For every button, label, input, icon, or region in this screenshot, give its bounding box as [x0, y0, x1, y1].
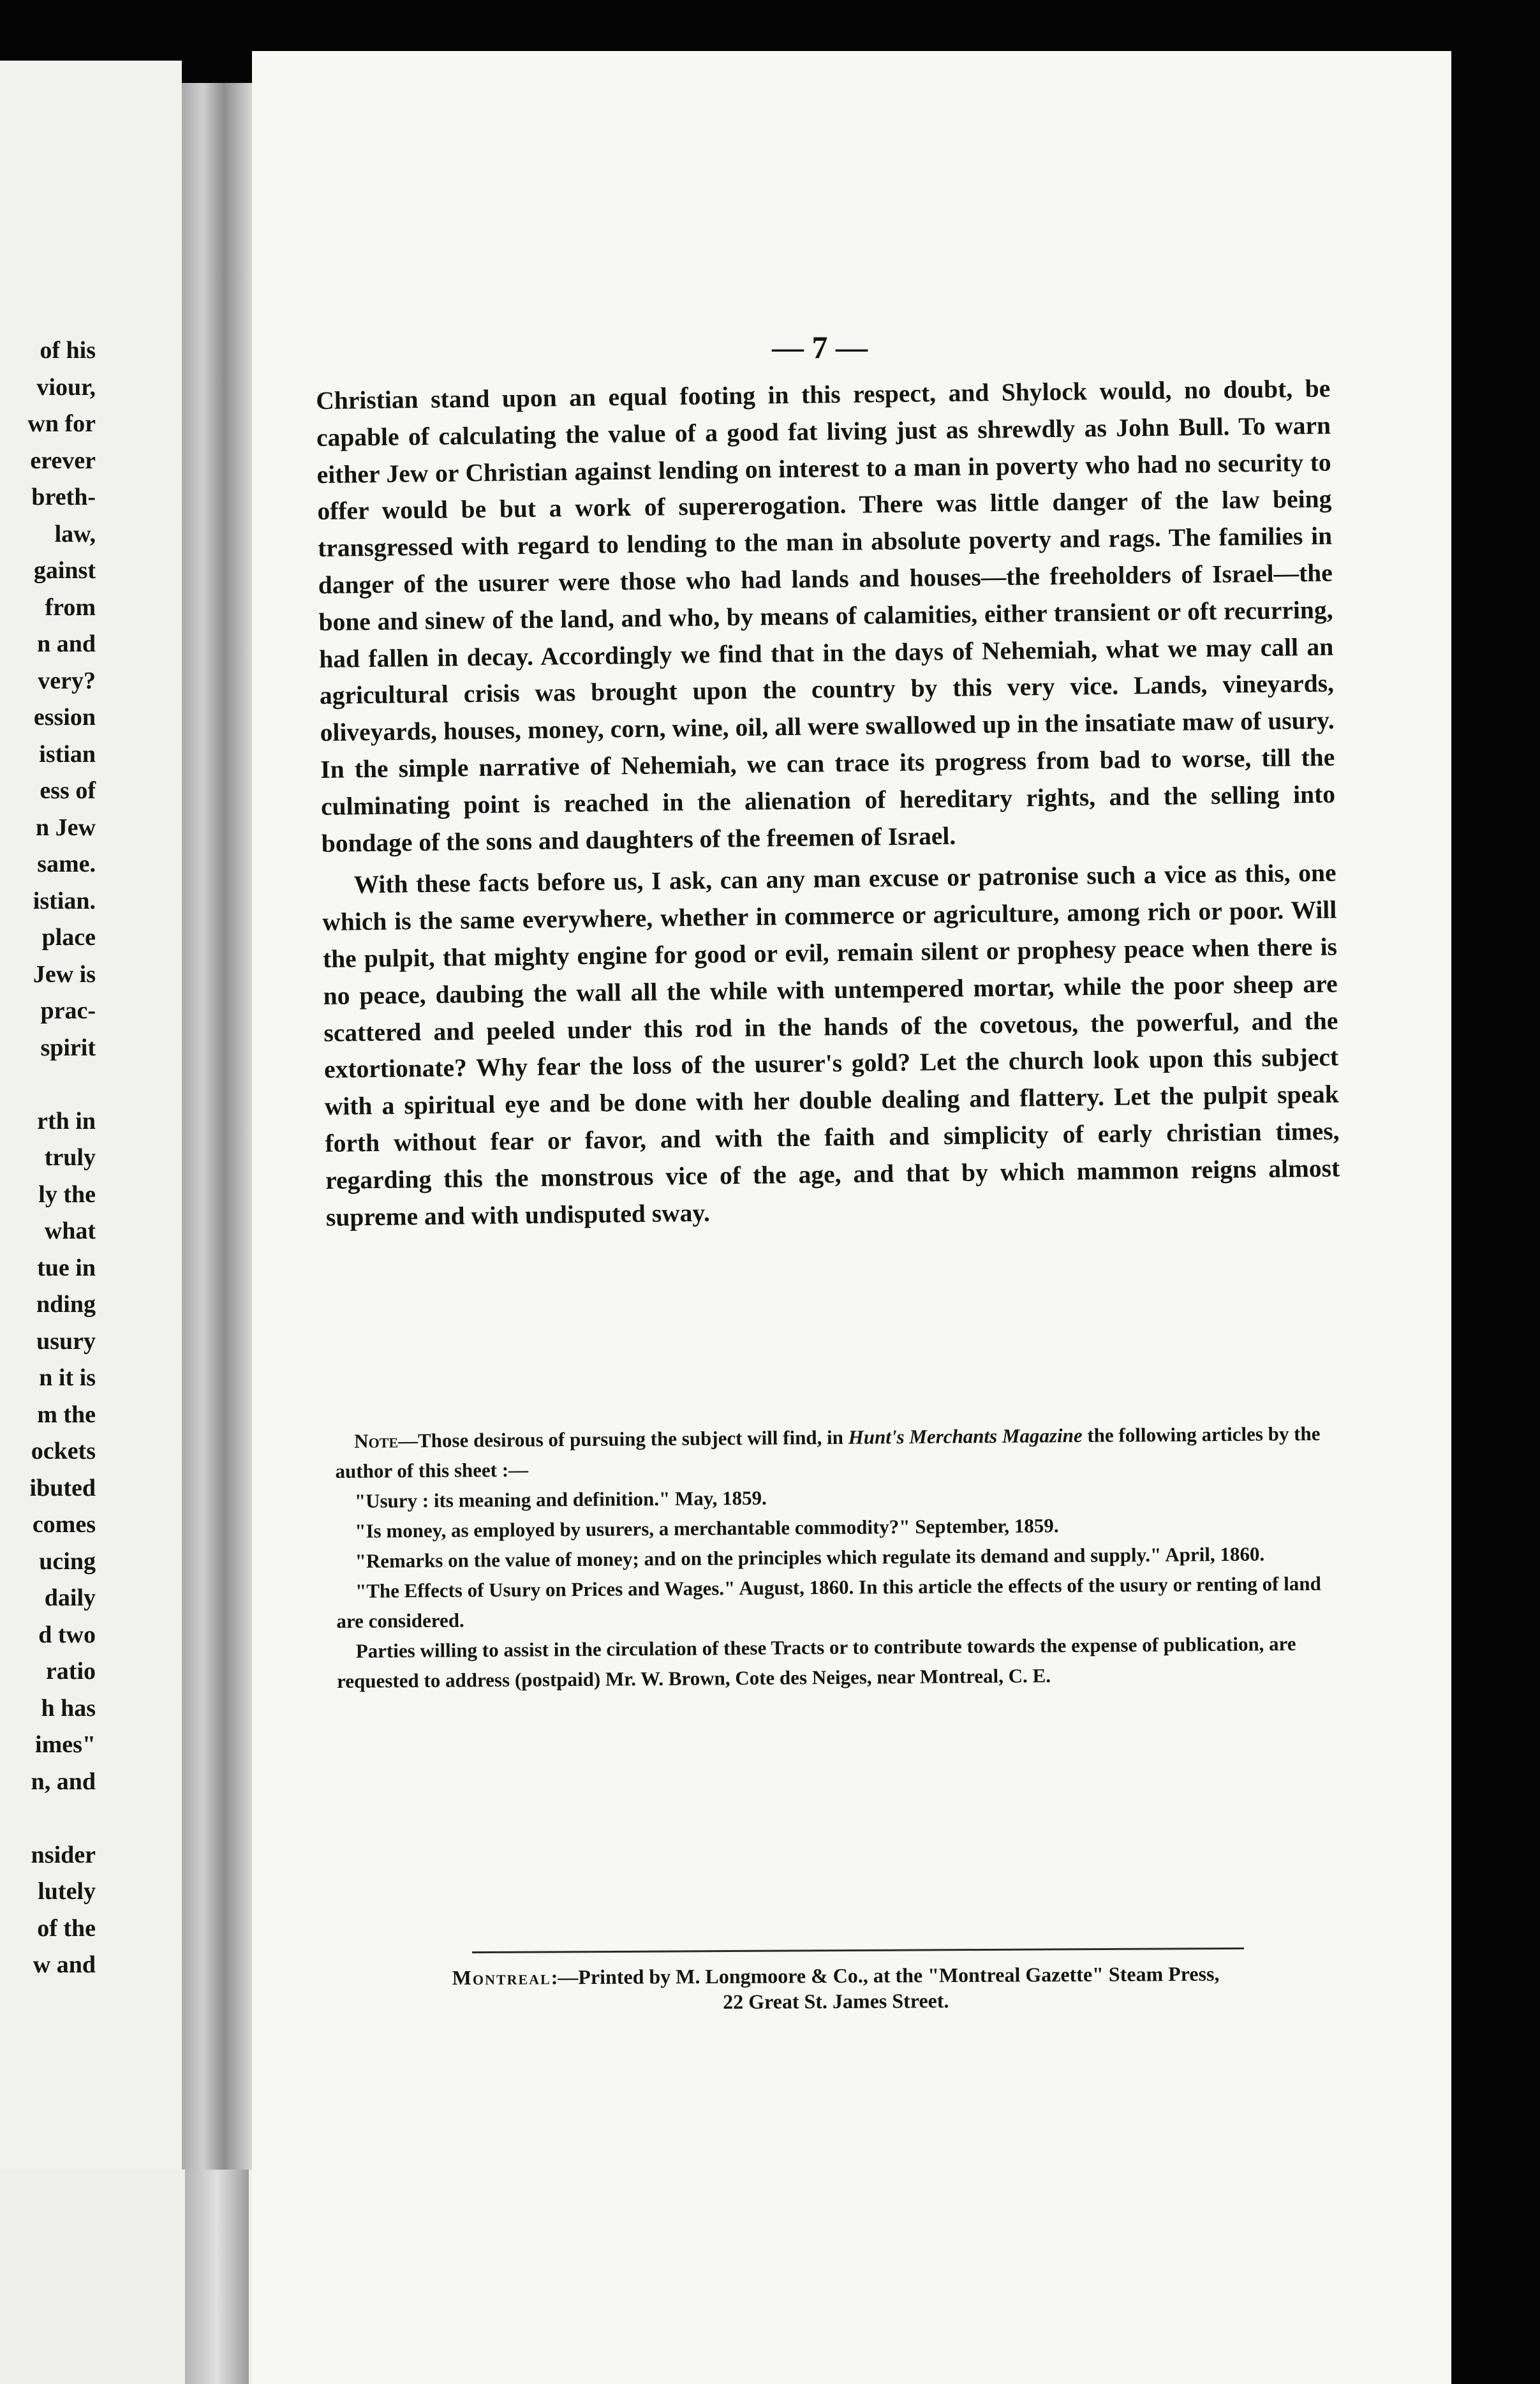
previous-page-line: n Jew [36, 814, 96, 841]
previous-page-line: prac- [40, 997, 96, 1024]
previous-page-line: viour, [36, 373, 96, 401]
body-text [316, 371, 1340, 1237]
previous-page-line: h has [41, 1694, 96, 1722]
previous-page-line: breth- [31, 484, 96, 510]
previous-page-line: truly [44, 1144, 96, 1171]
previous-page-line: Jew is [33, 960, 96, 988]
book-gutter [182, 83, 252, 2170]
page-number: — 7 — [772, 329, 868, 365]
previous-page-line: nding [36, 1291, 96, 1318]
previous-page-line: ratio [45, 1658, 96, 1685]
document-page [252, 51, 1451, 2384]
note-intro-end: the following articles by the author of this sheet :— [335, 1422, 1321, 1482]
previous-page-line: of his [40, 337, 96, 364]
previous-page-line: nsider [31, 1841, 96, 1868]
previous-page-line: from [45, 593, 96, 621]
previous-page-line: ess of [40, 777, 96, 804]
previous-page-line: istian [39, 740, 96, 768]
previous-page-line: n and [37, 630, 96, 657]
previous-page-line: w and [33, 1951, 96, 1978]
previous-page-line: n, and [31, 1768, 96, 1795]
previous-page-line: comes [32, 1511, 96, 1538]
previous-page-line: d two [38, 1621, 96, 1648]
parties-note: Parties willing to assist in the circulation of these Tracts or to contribute towards the expense of publication, are requested to address (postpaid) Mr. W. Brown, Cote des Neiges, near Montreal, C. E. [337, 1632, 1296, 1692]
previous-page-line: n it is [39, 1364, 96, 1391]
paragraph-1: Christian stand upon an equal footing in this respect, and Shylock would, no doubt, be capable of calculating the value of a good fat living just as shrewdly as John Bull. To warn either Jew or Christian against lending on interest to a man in poverty who had no security to offer would be but a work of supererogation. There was little danger of the law being transgressed with regard to lending to the man in absolute poverty and rags. The families in danger of the usurer were those who had lands and houses—the freeholders of Israel—the bone and sinew of the land, and who, by means of calamities, either transient or oft recurring, had fallen in decay. Accordingly we find that in the days of Nehemiah, what we may call an agricultural crisis was brought upon the country by this very vice. Lands, vineyards, oliveyards, houses, money, corn, wine, oil, all were swallowed up in the insatiate maw of usury. In the simple narrative of Nehemiah, we can trace its progress from bad to worse, till the culminating point is reached in the alienation of hereditary rights, and the selling into bondage of the sons and daughters of the freemen of Israel. [316, 374, 1336, 858]
article-3: "Remarks on the value of money; and on the principles which regulate its demand and supply." April, 1860. [355, 1542, 1265, 1572]
previous-page-line: imes" [35, 1731, 96, 1758]
previous-page-line: istian. [33, 887, 96, 914]
previous-page-line: law, [54, 520, 96, 548]
previous-page-line: ibuted [29, 1474, 96, 1501]
previous-page-line: erever [30, 447, 96, 474]
article-2: "Is money, as employed by usurers, a merchantable commodity?" September, 1859. [355, 1514, 1059, 1542]
note-label: Note [354, 1429, 399, 1452]
note-intro [335, 1419, 1331, 1486]
previous-page-line: lutely [38, 1878, 96, 1905]
imprint-line-2: 22 Great St. James Street. [723, 1989, 949, 2013]
previous-page-line: rth in [37, 1107, 96, 1135]
imprint-line-1 [348, 1960, 1324, 1991]
previous-page-line: tue in [37, 1254, 96, 1281]
previous-page-line: wn for [27, 410, 96, 437]
note-intro-text: —Those desirous of pursuing the subject will find, in [397, 1426, 844, 1452]
article-4: "The Effects of Usury on Prices and Wages." August, 1860. In this article the effects of the usury or renting of land are considered. [336, 1572, 1321, 1632]
previous-page-line: ly the [38, 1181, 96, 1208]
imprint-text: :—Printed by M. Longmoore & Co., at the "Montreal Gazette" Steam Press, [551, 1962, 1220, 1989]
fold-shadow [185, 2170, 249, 2384]
previous-page-line: spirit [40, 1034, 96, 1061]
previous-page-line: what [44, 1218, 96, 1244]
previous-page-line: ession [33, 704, 96, 731]
previous-page-fragment [0, 61, 182, 2170]
imprint-rule [472, 1948, 1244, 1953]
previous-page-line: daily [44, 1584, 96, 1611]
previous-page-line: same. [37, 851, 96, 877]
previous-page-line: of the [37, 1914, 96, 1942]
article-1: "Usury : its meaning and definition." May, 1859. [354, 1486, 767, 1512]
previous-page-line: gainst [33, 557, 96, 584]
magazine-title: Hunt's Merchants Magazine [848, 1424, 1083, 1449]
paragraph-2: With these facts before us, I ask, can any man excuse or patronise such a vice as this, one which is the same everywhere, whether in commerce or agriculture, among rich or poor. Will the pulpit, that mighty engine for good or evil, remain silent or prophesy peace when there is no peace, daubing the wall all the while with untempered mortar, while the poor sheep are scattered and peeled under this rod in the hands of the covetous, the powerful, and the extortionate? Why fear the loss of the usurer's gold? Let the church look upon this subject with a spiritual eye and be done with her double dealing and flattery. Let the pulpit speak forth without fear or favor, and with the faith and simplicity of early christian times, regarding this the monstrous vice of the age, and that by which mammon reigns almost supreme and with undisputed sway. [322, 858, 1340, 1232]
previous-page-line: ucing [39, 1547, 96, 1575]
imprint-city: Montreal [452, 1965, 551, 1990]
printer-imprint [348, 1960, 1324, 2016]
footnote-block [335, 1419, 1332, 1696]
previous-page-line: m the [37, 1401, 96, 1428]
previous-page-line: ockets [31, 1438, 96, 1464]
previous-page-line: place [41, 924, 96, 951]
previous-page-line: usury [36, 1327, 96, 1355]
previous-page-line: very? [38, 667, 96, 694]
